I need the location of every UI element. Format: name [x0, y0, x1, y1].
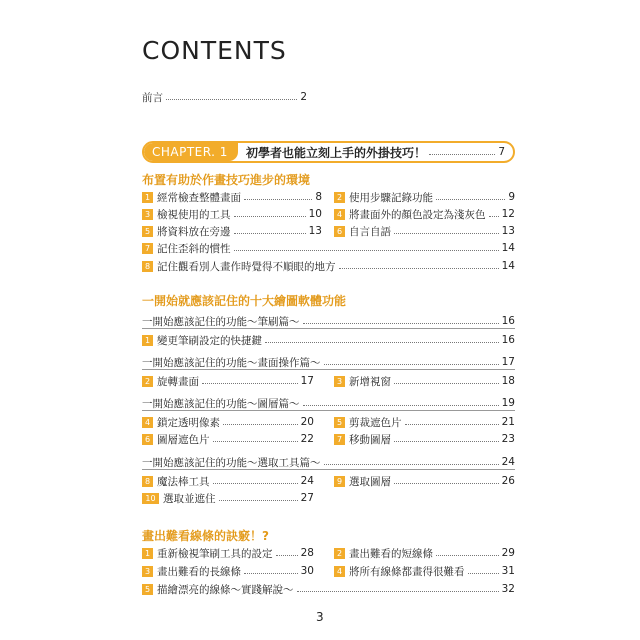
- entry-label: 使用步驟記錄功能: [349, 191, 433, 204]
- dot-leader: [394, 483, 499, 484]
- subsection-heading[interactable]: [142, 314, 515, 329]
- subsection-label: 一開始應該記住的功能～畫面操作篇～: [142, 356, 321, 369]
- entry-page: 32: [501, 583, 515, 595]
- section-heading: 畫出難看線條的訣竅！?: [142, 529, 269, 543]
- dot-leader: [219, 500, 298, 501]
- number-badge: 8: [142, 476, 153, 487]
- number-badge: 3: [142, 209, 153, 220]
- entry-page: 30: [300, 565, 314, 577]
- toc-entry[interactable]: [334, 190, 515, 204]
- number-badge: 1: [142, 192, 153, 203]
- number-badge: 5: [142, 584, 153, 595]
- dot-leader: [303, 323, 499, 324]
- number-badge: 7: [142, 243, 153, 254]
- entry-page: 9: [508, 191, 515, 203]
- subsection-heading[interactable]: [142, 396, 515, 411]
- toc-entry[interactable]: [142, 546, 314, 560]
- toc-entry[interactable]: [334, 415, 515, 429]
- toc-entry[interactable]: [142, 491, 314, 505]
- toc-entry[interactable]: [142, 224, 322, 238]
- entry-label: 移動圖層: [349, 433, 391, 446]
- entry-page: 27: [300, 492, 314, 504]
- entry-page: 26: [501, 475, 515, 487]
- number-badge: 1: [142, 335, 153, 346]
- entry-page: 17: [501, 356, 515, 368]
- page-title: CONTENTS: [142, 36, 287, 65]
- entry-label: 記住觀看別人畫作時覺得不順眼的地方: [157, 260, 336, 273]
- entry-page: 22: [300, 433, 314, 445]
- entry-label: 選取並遮住: [163, 492, 216, 505]
- chapter-label: CHAPTER. 1: [144, 143, 238, 161]
- entry-label: 自言自語: [349, 225, 391, 238]
- dot-leader: [244, 199, 312, 200]
- entry-page: 13: [308, 225, 322, 237]
- entry-page: 16: [501, 315, 515, 327]
- entry-page: 12: [501, 208, 515, 220]
- number-badge: 10: [142, 493, 159, 504]
- toc-entry[interactable]: [142, 259, 515, 273]
- entry-page: 31: [501, 565, 515, 577]
- toc-entry[interactable]: [334, 432, 515, 446]
- entry-page: 21: [501, 416, 515, 428]
- number-badge: 9: [334, 476, 345, 487]
- toc-entry[interactable]: [142, 374, 314, 388]
- entry-page: 29: [501, 547, 515, 559]
- entry-label: 記住歪斜的慣性: [157, 242, 231, 255]
- number-badge: 8: [142, 261, 153, 272]
- entry-label: 將資料放在旁邊: [157, 225, 231, 238]
- entry-label: 檢視使用的工具: [157, 208, 231, 221]
- dot-leader: [213, 483, 298, 484]
- number-badge: 4: [334, 209, 345, 220]
- entry-label: 旋轉畫面: [157, 375, 199, 388]
- dot-leader: [223, 424, 298, 425]
- chapter-title: 初學者也能立刻上手的外掛技巧！: [245, 145, 426, 160]
- section-heading: 一開始就應該記住的十大繪圖軟體功能: [142, 294, 347, 308]
- number-badge: 4: [142, 417, 153, 428]
- toc-entry[interactable]: [142, 564, 314, 578]
- dot-leader: [213, 441, 298, 442]
- number-badge: 2: [334, 192, 345, 203]
- entry-page: 18: [501, 375, 515, 387]
- toc-entry[interactable]: [142, 333, 515, 347]
- toc-entry[interactable]: [142, 415, 314, 429]
- entry-page: 17: [300, 375, 314, 387]
- dot-leader: [468, 573, 499, 574]
- number-badge: 7: [334, 434, 345, 445]
- entry-label: 剪裁遮色片: [349, 416, 402, 429]
- subsection-label: 一開始應該記住的功能～筆刷篇～: [142, 315, 300, 328]
- number-badge: 6: [334, 226, 345, 237]
- entry-page: 10: [308, 208, 322, 220]
- entry-label: 重新檢視筆刷工具的設定: [157, 547, 273, 560]
- dot-leader: [244, 573, 298, 574]
- page-number: 3: [316, 610, 324, 624]
- entry-page: 2: [300, 91, 307, 103]
- number-badge: 5: [142, 226, 153, 237]
- entry-label: 將所有線條都畫得很難看: [349, 565, 465, 578]
- entry-page: 14: [501, 242, 515, 254]
- dot-leader: [436, 199, 505, 200]
- toc-entry[interactable]: [142, 207, 322, 221]
- entry-page: 14: [501, 260, 515, 272]
- number-badge: 5: [334, 417, 345, 428]
- toc-entry[interactable]: [142, 241, 515, 255]
- chapter-banner[interactable]: [142, 141, 515, 163]
- toc-entry[interactable]: [334, 224, 515, 238]
- section-heading: 布置有助於作畫技巧進步的環境: [142, 173, 311, 187]
- dot-leader: [166, 99, 297, 100]
- entry-page: 13: [501, 225, 515, 237]
- dot-leader: [303, 405, 499, 406]
- toc-entry[interactable]: [142, 474, 314, 488]
- number-badge: 3: [334, 376, 345, 387]
- toc-entry[interactable]: [334, 207, 515, 221]
- subsection-label: 一開始應該記住的功能～選取工具篇～: [142, 456, 321, 469]
- entry-label: 變更筆刷設定的快捷鍵: [157, 334, 262, 347]
- entry-label: 魔法棒工具: [157, 475, 210, 488]
- dot-leader: [324, 464, 499, 465]
- entry-page: 23: [501, 433, 515, 445]
- entry-label: 前言: [142, 91, 163, 104]
- dot-leader: [234, 233, 306, 234]
- entry-page: 19: [501, 397, 515, 409]
- dot-leader: [324, 364, 499, 365]
- dot-leader: [394, 441, 499, 442]
- dot-leader: [234, 216, 306, 217]
- chapter-page: 7: [498, 146, 505, 158]
- toc-entry[interactable]: [142, 432, 314, 446]
- entry-label: 將畫面外的顏色設定為淺灰色: [349, 208, 486, 221]
- entry-page: 24: [300, 475, 314, 487]
- entry-label: 鎖定透明像素: [157, 416, 220, 429]
- entry-label: 畫出難看的短線條: [349, 547, 433, 560]
- subsection-label: 一開始應該記住的功能～圖層篇～: [142, 397, 300, 410]
- subsection-heading[interactable]: [142, 355, 515, 370]
- number-badge: 2: [142, 376, 153, 387]
- dot-leader: [394, 383, 499, 384]
- entry-page: 28: [300, 547, 314, 559]
- entry-label: 描繪漂亮的線條～實踐解說～: [157, 583, 294, 596]
- entry-page: 24: [501, 456, 515, 468]
- toc-entry[interactable]: [334, 564, 515, 578]
- dot-leader: [202, 383, 298, 384]
- dot-leader: [276, 555, 298, 556]
- toc-entry-preface[interactable]: [142, 90, 307, 104]
- dot-leader: [405, 424, 499, 425]
- entry-label: 圖層遮色片: [157, 433, 210, 446]
- dot-leader: [297, 591, 499, 592]
- dot-leader: [339, 268, 499, 269]
- number-badge: 6: [142, 434, 153, 445]
- number-badge: 1: [142, 548, 153, 559]
- dot-leader: [429, 154, 495, 155]
- toc-entry[interactable]: [334, 474, 515, 488]
- entry-label: 畫出難看的長線條: [157, 565, 241, 578]
- toc-entry[interactable]: [334, 546, 515, 560]
- entry-page: 8: [315, 191, 322, 203]
- number-badge: 2: [334, 548, 345, 559]
- dot-leader: [436, 555, 499, 556]
- dot-leader: [489, 216, 499, 217]
- toc-entry[interactable]: [334, 374, 515, 388]
- subsection-heading[interactable]: [142, 455, 515, 470]
- entry-label: 新增視窗: [349, 375, 391, 388]
- dot-leader: [234, 250, 499, 251]
- toc-entry[interactable]: [142, 582, 515, 596]
- toc-entry[interactable]: [142, 190, 322, 204]
- entry-page: 20: [300, 416, 314, 428]
- entry-label: 選取圖層: [349, 475, 391, 488]
- dot-leader: [265, 342, 499, 343]
- number-badge: 3: [142, 566, 153, 577]
- number-badge: 4: [334, 566, 345, 577]
- entry-page: 16: [501, 334, 515, 346]
- entry-label: 經常檢查整體畫面: [157, 191, 241, 204]
- dot-leader: [394, 233, 499, 234]
